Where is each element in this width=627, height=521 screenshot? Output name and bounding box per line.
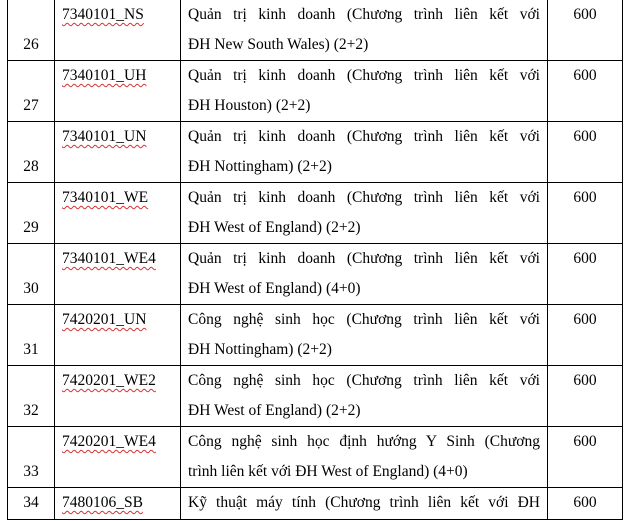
program-name-line-2: trình liên kết với ĐH West of England) (4+0): [188, 463, 468, 480]
program-name-line-1: Quản trị kinh doanh (Chương trình liên kết với: [188, 250, 540, 267]
table-row: [8, 0, 623, 61]
quota-value: 600: [573, 128, 597, 145]
row-number: 27: [23, 97, 39, 114]
row-number: 32: [23, 402, 39, 419]
table-row: [8, 305, 623, 366]
program-name-line-1: Quản trị kinh doanh (Chương trình liên kết với: [188, 6, 540, 23]
quota-value: 600: [573, 250, 597, 267]
quota-value: 600: [573, 372, 597, 389]
program-name-line-2: ĐH New South Wales) (2+2): [188, 36, 369, 53]
quota-cell: [548, 305, 623, 366]
table-row: [8, 122, 623, 183]
program-code: 7340101_UN: [62, 128, 147, 145]
quota-cell: [548, 488, 623, 520]
program-name-line-1: Công nghệ sinh học (Chương trình liên kết với: [188, 372, 540, 389]
program-name-cell: [181, 0, 548, 61]
quota-value: 600: [573, 6, 597, 23]
program-code: 7340101_UH: [62, 67, 147, 84]
program-code-cell: [55, 488, 181, 520]
table-row: [8, 488, 623, 520]
quota-cell: [548, 366, 623, 427]
row-number-cell: [8, 366, 55, 427]
program-code-cell: [55, 305, 181, 366]
program-name-line-2: ĐH Houston) (2+2): [188, 97, 311, 114]
table-row: [8, 61, 623, 122]
program-code-cell: [55, 122, 181, 183]
program-code-cell: [55, 244, 181, 305]
quota-cell: [548, 183, 623, 244]
program-name-cell: [181, 122, 548, 183]
program-code: 7340101_WE: [62, 189, 149, 206]
program-name-line-1: Quản trị kinh doanh (Chương trình liên kết với: [188, 189, 540, 206]
program-code-cell: [55, 0, 181, 61]
row-number-cell: [8, 183, 55, 244]
program-code: 7340101_NS: [62, 6, 144, 23]
program-code: 7420201_WE4: [62, 433, 156, 450]
program-name-line-2: ĐH Nottingham) (2+2): [188, 158, 332, 175]
program-code: 7420201_UN: [62, 311, 147, 328]
quota-cell: [548, 61, 623, 122]
row-number: 26: [23, 36, 39, 53]
quota-cell: [548, 0, 623, 61]
program-name-line-1: Quản trị kinh doanh (Chương trình liên kết với: [188, 67, 540, 84]
row-number: 30: [23, 280, 39, 297]
program-name-line-2: ĐH West of England) (2+2): [188, 402, 361, 419]
program-code: 7340101_WE4: [62, 250, 156, 267]
program-name-cell: [181, 488, 548, 520]
row-number: 31: [23, 341, 39, 358]
program-name-line-1: Công nghệ sinh học định hướng Y Sinh (Chương: [188, 433, 540, 450]
program-code-cell: [55, 61, 181, 122]
program-code-cell: [55, 366, 181, 427]
program-name-line-2: ĐH West of England) (2+2): [188, 219, 361, 236]
row-number: 29: [23, 219, 39, 236]
program-name-line-1: Công nghệ sinh học (Chương trình liên kết với: [188, 311, 540, 328]
row-number-cell: [8, 122, 55, 183]
program-name-cell: [181, 244, 548, 305]
row-number-cell: [8, 244, 55, 305]
quota-cell: [548, 244, 623, 305]
table-row: [8, 366, 623, 427]
quota-cell: [548, 427, 623, 488]
quota-value: 600: [573, 189, 597, 206]
row-number-cell: [8, 488, 55, 520]
row-number-cell: [8, 61, 55, 122]
row-number: 33: [23, 463, 39, 480]
table-row: [8, 244, 623, 305]
program-code-cell: [55, 427, 181, 488]
program-code: 7420201_WE2: [62, 372, 156, 389]
table-row: [8, 183, 623, 244]
program-name-cell: [181, 305, 548, 366]
quota-value: 600: [573, 311, 597, 328]
quota-value: 600: [573, 433, 597, 450]
program-name-line-2: ĐH Nottingham) (2+2): [188, 341, 332, 358]
program-quota-table: [7, 0, 623, 520]
program-name-line-1: Quản trị kinh doanh (Chương trình liên kết với: [188, 128, 540, 145]
row-number-cell: [8, 0, 55, 61]
program-code: 7480106_SB: [62, 494, 143, 511]
table-row: [8, 427, 623, 488]
row-number-cell: [8, 305, 55, 366]
row-number: 34: [23, 494, 39, 511]
program-code-cell: [55, 183, 181, 244]
program-name-line-2: ĐH West of England) (4+0): [188, 280, 361, 297]
program-name-cell: [181, 366, 548, 427]
program-name-cell: [181, 183, 548, 244]
program-name-cell: [181, 61, 548, 122]
quota-cell: [548, 122, 623, 183]
row-number: 28: [23, 158, 39, 175]
row-number-cell: [8, 427, 55, 488]
program-name-cell: [181, 427, 548, 488]
quota-value: 600: [573, 67, 597, 84]
program-name-line-1: Kỹ thuật máy tính (Chương trình liên kết với ĐH: [188, 494, 540, 511]
quota-value: 600: [573, 494, 597, 511]
